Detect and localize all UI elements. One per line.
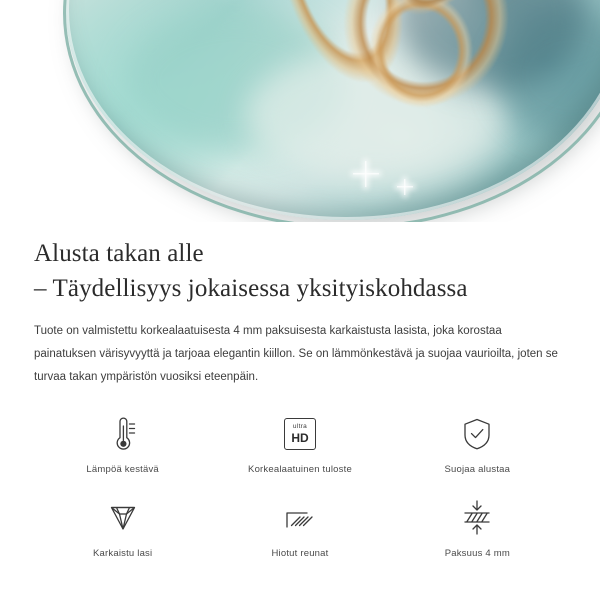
feature-item-print-quality [211, 413, 388, 475]
feature-item-heat-resistant [34, 413, 211, 475]
content-area [0, 222, 600, 559]
headline-line-1: Alusta takan alle [34, 240, 204, 267]
feature-label: Suojaa alustaa [444, 464, 511, 475]
thickness-arrows-icon [460, 497, 494, 539]
page-title [34, 222, 566, 306]
feature-item-surface-protection [389, 413, 566, 475]
shield-check-icon [460, 413, 494, 455]
feature-label: Karkaistu lasi [93, 548, 153, 559]
feature-label: Lämpöä kestävä [86, 464, 159, 475]
diamond-icon [104, 497, 142, 539]
thermometer-icon [106, 413, 140, 455]
sparkle-icon [396, 178, 414, 196]
feature-item-tempered-glass [34, 497, 211, 559]
polished-edges-icon [281, 497, 319, 539]
ultra-hd-bottom-text: HD [291, 430, 309, 445]
hero-image [0, 0, 600, 222]
feature-label: Korkealaatuinen tuloste [248, 464, 352, 475]
feature-item-polished-edges [211, 497, 388, 559]
ultra-hd-icon [284, 413, 316, 455]
headline-line-2: – Täydellisyys jokaisessa yksityiskohdassa [34, 275, 468, 302]
ultra-hd-top-text: ultra [292, 423, 308, 431]
feature-label: Hiotut reunat [271, 548, 329, 559]
feature-item-thickness [389, 497, 566, 559]
description-paragraph: Tuote on valmistettu korkealaatuisesta 4 mm paksuisesta karkaistusta lasista, joka korostaa painatuksen värisyvyyttä ja tarjoaa elegantin kiillon. Se on lämmönkestävä ja suojaa vaurioilta, joten se turvaa takan ympäristön vuosiksi eteenpäin. [34, 325, 558, 383]
feature-grid [34, 413, 566, 559]
feature-label: Paksuus 4 mm [444, 548, 510, 559]
